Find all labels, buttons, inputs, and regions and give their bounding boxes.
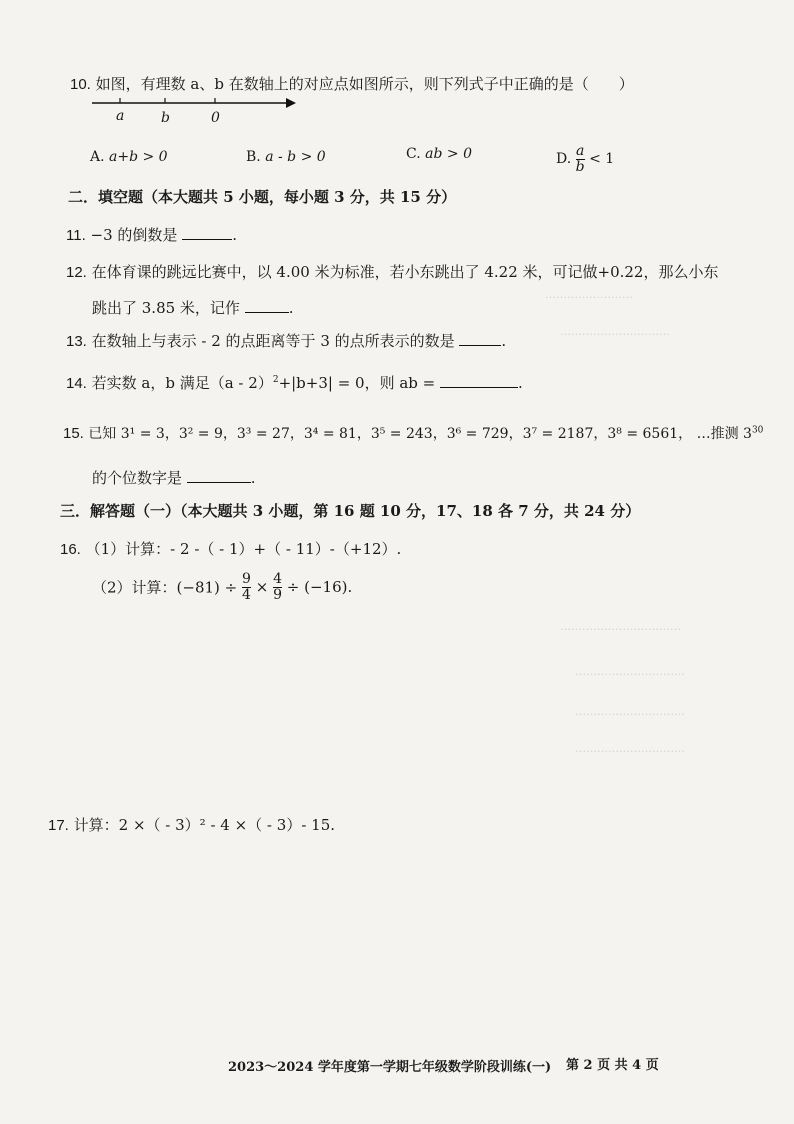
question-14: 14. 若实数 a，b 满足（a - 2）$^2$+|b+3| = 0，则 ab = .	[66, 374, 523, 392]
option-c: C. ab > 0	[406, 146, 472, 162]
bleed-through-text: ……………………………	[560, 620, 681, 633]
option-a: A. a+b > 0	[90, 149, 168, 165]
number-line-label-a: a	[116, 108, 125, 124]
question-13: 13. 在数轴上与表示 - 2 的点距离等于 3 的点所表示的数是 .	[66, 332, 507, 350]
answer-blank	[182, 225, 232, 240]
answer-blank	[245, 298, 289, 313]
question-11: 11. −3 的倒数是 .	[66, 226, 237, 244]
question-15: 15. 已知 3¹ = 3，3² = 9，3³ = 27，3⁴ = 81，3⁵ = 243，3⁶ = 729，3⁷ = 2187，3⁸ = 6561， …推测 $3^{30}$	[63, 425, 764, 442]
option-d: D. $\frac{a}{b}$ < 1	[556, 143, 615, 175]
number-line-arrow	[286, 98, 296, 108]
answer-blank	[440, 373, 518, 388]
number-line-label-zero: 0	[211, 110, 220, 126]
bleed-through-text: …………………………	[575, 705, 685, 718]
section-3-heading: 三．解答题（一）（本大题共 3 小题，第 16 题 10 分，17、18 各 7 分，共 24 分）	[60, 502, 641, 520]
answer-blank	[459, 331, 501, 346]
question-12: 12. 在体育课的跳远比赛中，以 4.00 米为标准，若小东跳出了 4.22 米，可记做+0.22，那么小东	[66, 263, 719, 281]
footer-title: 2023～2024 学年度第一学期七年级数学阶段训练(一)	[228, 1060, 552, 1075]
footer-page-number: 第 2 页 共 4 页	[566, 1058, 659, 1073]
question-15-line-2: 的个位数字是 .	[92, 469, 256, 487]
number-line-label-b: b	[161, 110, 170, 126]
question-16-part-2: （2）计算：(−81) ÷ $\frac{9}{4}$ × $\frac{4}{9}$ ÷ (−16).	[92, 571, 353, 603]
bleed-through-text: …………………………	[560, 325, 670, 338]
answer-blank	[187, 468, 251, 483]
fraction-4-over-9: $\frac{4}{9}$	[273, 571, 283, 603]
question-17: 17. 计算：2 ×（ - 3）² - 4 ×（ - 3）- 15.	[48, 816, 336, 834]
question-16: 16. （1）计算：- 2 -（ - 1）+（ - 11）-（+12）.	[60, 540, 402, 558]
bleed-through-text: …………………………	[575, 742, 685, 755]
option-b: B. a - b > 0	[246, 149, 326, 165]
question-12-line-2: 跳出了 3.85 米，记作 .	[92, 299, 294, 317]
fraction-a-over-b: $\frac{a}{b}$	[575, 143, 585, 175]
bleed-through-text: …………………………	[575, 665, 685, 678]
section-2-heading: 二．填空题（本大题共 5 小题，每小题 3 分，共 15 分）	[68, 188, 457, 206]
question-10: 10. 如图，有理数 a、b 在数轴上的对应点如图所示，则下列式子中正确的是（ ）	[70, 75, 634, 93]
bleed-through-text: ……………………	[545, 288, 633, 301]
fraction-9-over-4: $\frac{9}{4}$	[242, 571, 251, 603]
